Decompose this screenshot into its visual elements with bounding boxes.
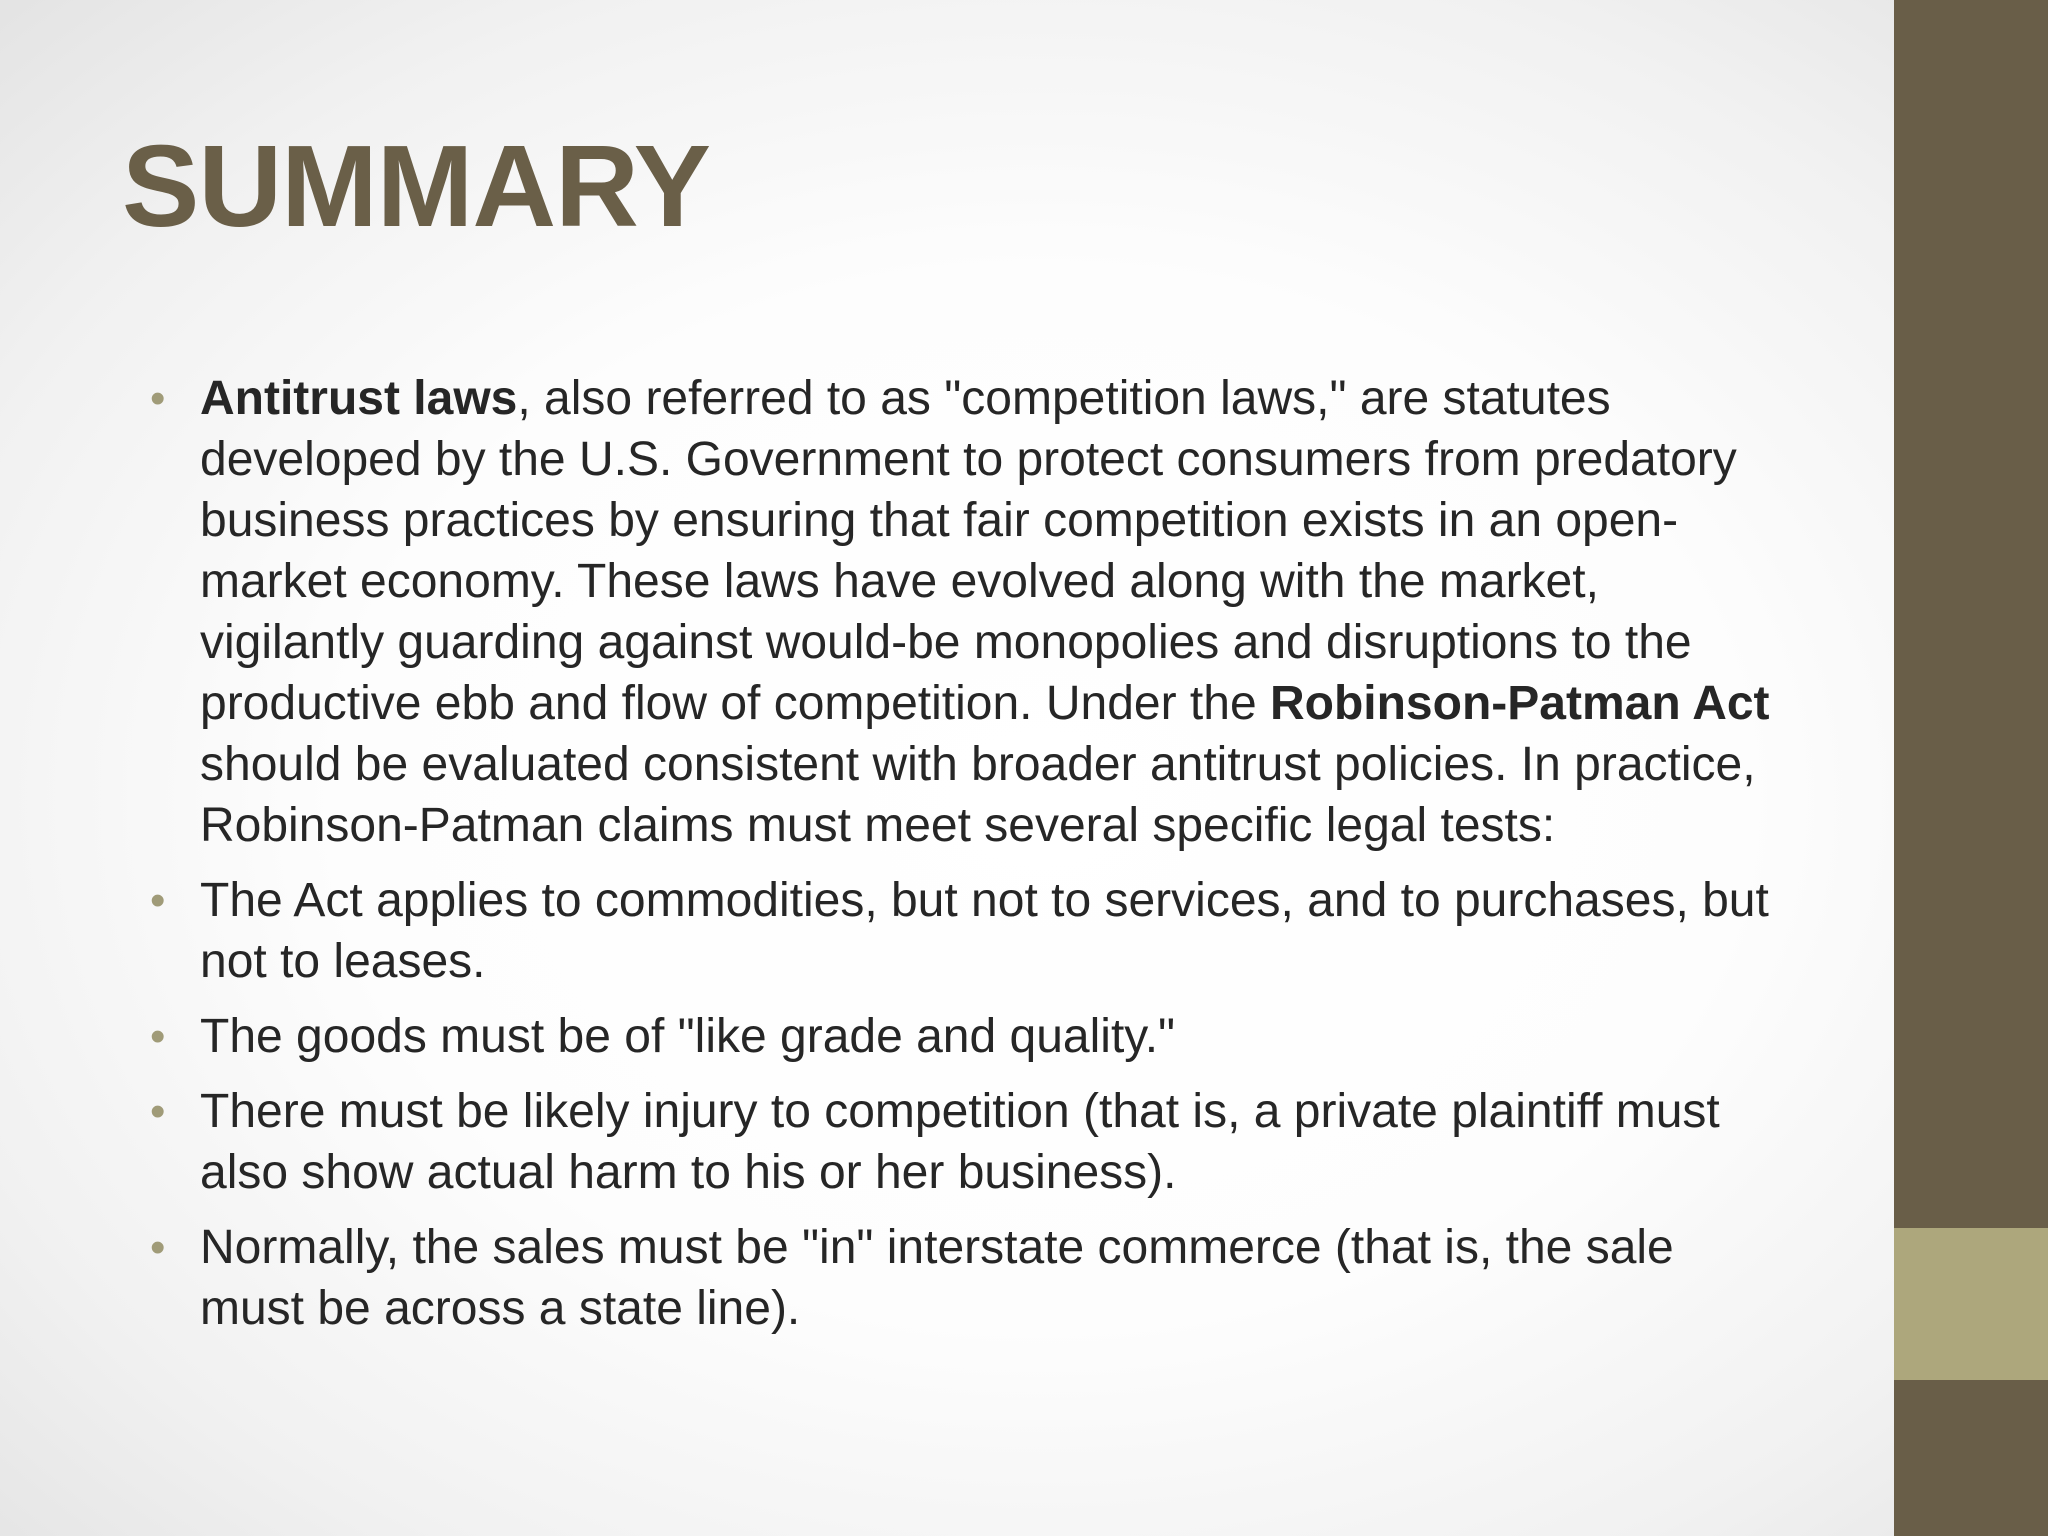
bold-term-antitrust-laws: Antitrust laws (200, 372, 518, 425)
bullet-icon: • (150, 374, 166, 423)
bullet-text: The goods must be of "like grade and quality." (200, 1010, 1176, 1063)
bullet-item-commodities (150, 870, 1790, 992)
bold-term-robinson-patman-act: Robinson-Patman Act (1269, 677, 1770, 730)
bullet-text: should be evaluated consistent with broader antitrust policies. In practice, Robinson-Patman claims must meet several specific legal tests: (200, 738, 1756, 852)
bullet-text: Normally, the sales must be "in" interstate commerce (that is, the sale must be across a state line). (200, 1221, 1674, 1335)
bullet-text: , also referred to as "competition laws," are statutes developed by the U.S. Government to protect consumers from predatory business practices by ensuring that fair competition exists in an open-market economy. These laws have evolved along with the market, vigilantly guarding against would-be monopolies and disruptions to the productive ebb and flow of competition. Under the (200, 372, 1737, 730)
bullet-icon: • (150, 876, 166, 925)
bullet-item-injury (150, 1081, 1790, 1203)
bullet-text: There must be likely injury to competition (that is, a private plaintiff must also show actual harm to his or her business). (200, 1085, 1720, 1199)
bullet-item-grade-quality (150, 1006, 1790, 1067)
bullet-item-interstate (150, 1217, 1790, 1339)
bullet-icon: • (150, 1223, 166, 1272)
bullet-list (150, 368, 1790, 1353)
slide-title: SUMMARY (122, 121, 711, 251)
bullet-icon: • (150, 1087, 166, 1136)
bullet-icon: • (150, 1012, 166, 1061)
bullet-text: The Act applies to commodities, but not to services, and to purchases, but not to leases. (200, 874, 1769, 988)
sidebar-accent-block (1894, 1228, 2048, 1380)
bullet-item-antitrust (150, 368, 1790, 856)
